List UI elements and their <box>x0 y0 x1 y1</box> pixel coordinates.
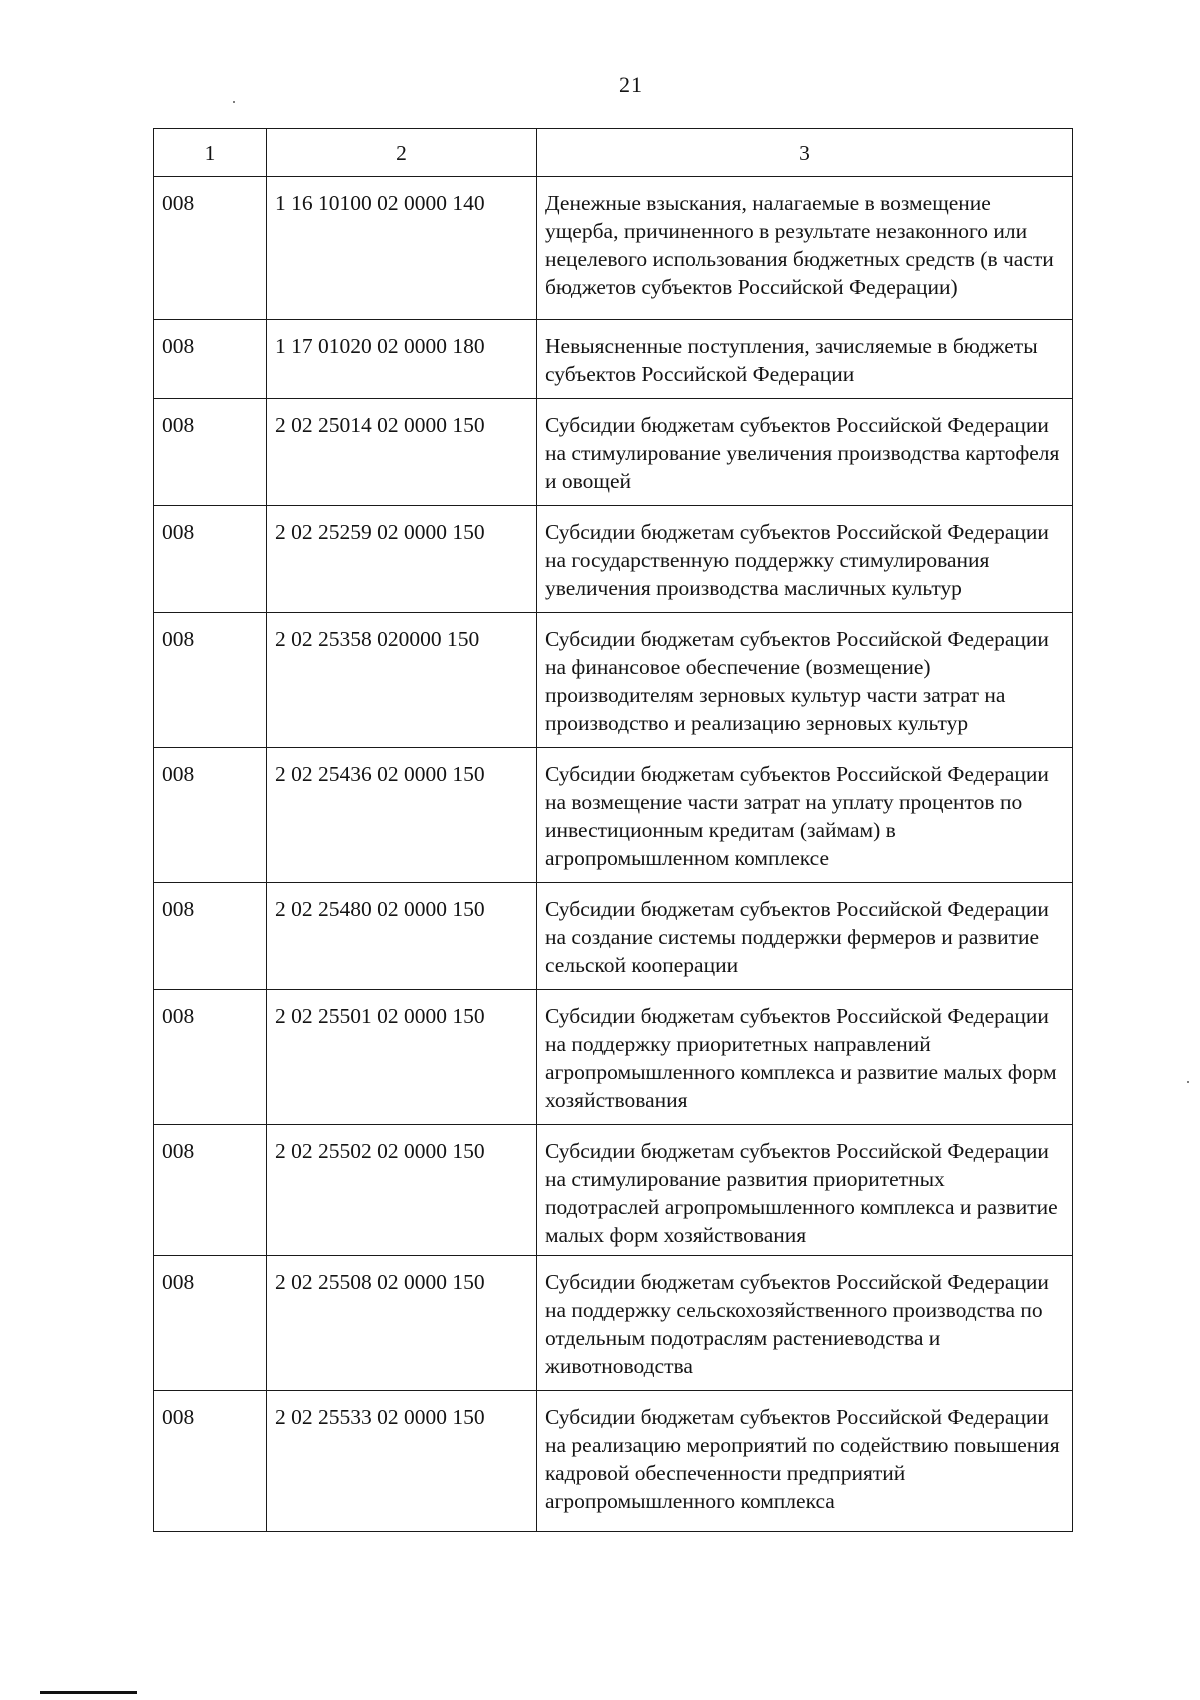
budget-code-cell: 2 02 25501 02 0000 150 <box>267 990 537 1125</box>
admin-code-cell: 008 <box>154 399 267 506</box>
budget-code-cell: 2 02 25014 02 0000 150 <box>267 399 537 506</box>
table-header-row <box>154 129 1073 177</box>
budget-code-cell: 2 02 25259 02 0000 150 <box>267 506 537 613</box>
description-cell: Субсидии бюджетам субъектов Российской Федерации на стимулирование увеличения производства картофеля и овощей <box>537 399 1073 506</box>
table-body <box>154 177 1073 1532</box>
column-header-1: 1 <box>154 129 267 177</box>
table-row <box>154 1125 1073 1256</box>
table-row <box>154 320 1073 399</box>
description-cell: Субсидии бюджетам субъектов Российской Федерации на реализацию мероприятий по содействию повышения кадровой обеспеченности предприятий агропромышленного комплекса <box>537 1391 1073 1532</box>
column-header-3: 3 <box>537 129 1073 177</box>
budget-code-cell: 1 16 10100 02 0000 140 <box>267 177 537 320</box>
table-row <box>154 1256 1073 1391</box>
column-header-2: 2 <box>267 129 537 177</box>
admin-code-cell: 008 <box>154 748 267 883</box>
admin-code-cell: 008 <box>154 177 267 320</box>
admin-code-cell: 008 <box>154 506 267 613</box>
description-cell: Субсидии бюджетам субъектов Российской Федерации на стимулирование развития приоритетных подотраслей агропромышленного комплекса и развитие малых форм хозяйствования <box>537 1125 1073 1256</box>
description-cell: Субсидии бюджетам субъектов Российской Федерации на поддержку приоритетных направлений агропромышленного комплекса и развитие малых форм хозяйствования <box>537 990 1073 1125</box>
page-number: 21 <box>619 72 643 97</box>
budget-code-cell: 1 17 01020 02 0000 180 <box>267 320 537 399</box>
description-cell: Субсидии бюджетам субъектов Российской Федерации на государственную поддержку стимулирования увеличения производства масличных культур <box>537 506 1073 613</box>
table-row <box>154 399 1073 506</box>
admin-code-cell: 008 <box>154 613 267 748</box>
table-row <box>154 1391 1073 1532</box>
description-cell: Невыясненные поступления, зачисляемые в бюджеты субъектов Российской Федерации <box>537 320 1073 399</box>
description-cell: Денежные взыскания, налагаемые в возмещение ущерба, причиненного в результате незаконного или нецелевого использования бюджетных средств (в части бюджетов субъектов Российской Федерации) <box>537 177 1073 320</box>
budget-codes-table <box>153 128 1073 1532</box>
scan-speck <box>233 101 235 103</box>
table-row <box>154 506 1073 613</box>
table-row <box>154 748 1073 883</box>
budget-code-cell: 2 02 25508 02 0000 150 <box>267 1256 537 1391</box>
budget-code-cell: 2 02 25502 02 0000 150 <box>267 1125 537 1256</box>
admin-code-cell: 008 <box>154 1125 267 1256</box>
budget-code-cell: 2 02 25436 02 0000 150 <box>267 748 537 883</box>
budget-code-cell: 2 02 25480 02 0000 150 <box>267 883 537 990</box>
admin-code-cell: 008 <box>154 1256 267 1391</box>
table-row <box>154 990 1073 1125</box>
description-cell: Субсидии бюджетам субъектов Российской Федерации на возмещение части затрат на уплату процентов по инвестиционным кредитам (займам) в агропромышленном комплексе <box>537 748 1073 883</box>
description-cell: Субсидии бюджетам субъектов Российской Федерации на финансовое обеспечение (возмещение) производителям зерновых культур части затрат на производство и реализацию зерновых культур <box>537 613 1073 748</box>
table-row <box>154 177 1073 320</box>
budget-code-cell: 2 02 25358 020000 150 <box>267 613 537 748</box>
description-cell: Субсидии бюджетам субъектов Российской Федерации на создание системы поддержки фермеров и развитие сельской кооперации <box>537 883 1073 990</box>
footer-rule <box>40 1691 137 1694</box>
description-cell: Субсидии бюджетам субъектов Российской Федерации на поддержку сельскохозяйственного производства по отдельным подотраслям растениеводства и животноводства <box>537 1256 1073 1391</box>
admin-code-cell: 008 <box>154 990 267 1125</box>
admin-code-cell: 008 <box>154 883 267 990</box>
admin-code-cell: 008 <box>154 320 267 399</box>
table-row <box>154 613 1073 748</box>
admin-code-cell: 008 <box>154 1391 267 1532</box>
table-row <box>154 883 1073 990</box>
budget-code-cell: 2 02 25533 02 0000 150 <box>267 1391 537 1532</box>
scan-speck <box>1187 1081 1189 1083</box>
